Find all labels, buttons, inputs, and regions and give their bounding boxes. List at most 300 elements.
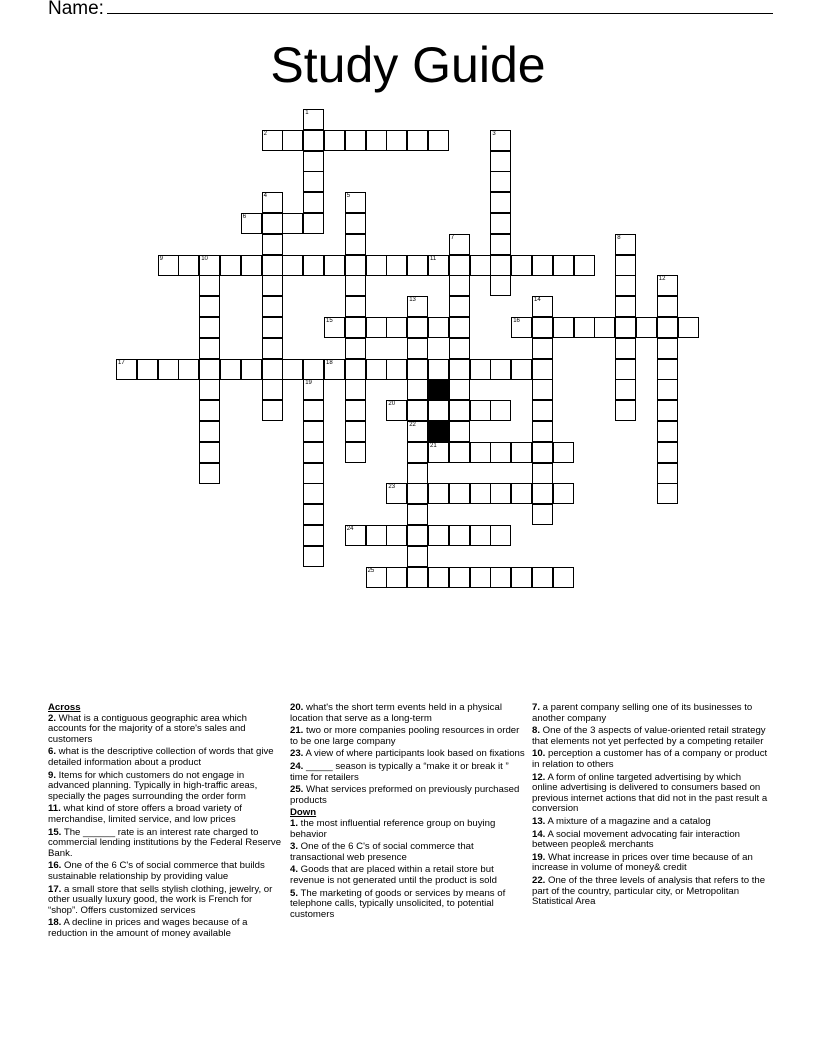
crossword-cell[interactable]	[449, 525, 470, 546]
crossword-cell[interactable]	[407, 255, 428, 276]
crossword-cell[interactable]	[490, 442, 511, 463]
crossword-cell[interactable]	[511, 359, 532, 380]
clue-number: 23	[388, 484, 396, 491]
crossword-cell[interactable]	[615, 255, 636, 276]
crossword-cell[interactable]	[449, 338, 470, 359]
clue-item	[48, 918, 282, 939]
crossword-cell[interactable]	[553, 442, 574, 463]
crossword-cell[interactable]	[490, 567, 511, 588]
crossword-cell[interactable]	[366, 130, 387, 151]
crossword-cell[interactable]	[511, 442, 532, 463]
crossword-cell[interactable]	[303, 213, 324, 234]
crossword-cell[interactable]	[303, 483, 324, 504]
clue-text: A mixture of a magazine and a catalog	[545, 815, 711, 827]
crossword-cell[interactable]	[449, 421, 470, 442]
clue-number: 12.	[532, 771, 546, 783]
clue-number: 18	[326, 359, 333, 366]
crossword-cell[interactable]	[137, 359, 158, 380]
crossword-cell[interactable]	[657, 359, 678, 380]
crossword-cell[interactable]	[470, 255, 491, 276]
crossword-cell[interactable]	[449, 400, 470, 421]
clue-number: 10	[201, 255, 208, 262]
crossword-cell[interactable]	[615, 379, 636, 400]
crossword-cell[interactable]	[449, 234, 470, 255]
clue-number: 22.	[532, 874, 546, 886]
crossword-cell[interactable]	[199, 255, 220, 276]
crossword-cell[interactable]	[428, 442, 449, 463]
crossword-cell[interactable]	[282, 130, 303, 151]
clue-item	[532, 830, 768, 851]
clue-number: 12	[658, 276, 666, 283]
clue-number: 20.	[290, 702, 304, 713]
clue-number: 13	[409, 297, 416, 304]
clue-number: 21	[430, 442, 437, 449]
clue-text: What increase in prices over time because of an increase in volume of money& credit	[532, 851, 753, 874]
crossword-cell[interactable]	[303, 379, 324, 400]
clue-number: 19.	[532, 851, 546, 863]
clue-number: 17.	[48, 883, 62, 895]
crossword-cell[interactable]	[303, 359, 324, 380]
crossword-cell[interactable]	[345, 421, 366, 442]
clue-text: The ______ rate is an interest rate charged to commercial lending institutions by the Federal Reserve Bank.	[48, 826, 282, 859]
crossword-cell[interactable]	[636, 317, 657, 338]
crossword-cell[interactable]	[532, 400, 553, 421]
crossword-cell[interactable]	[594, 317, 615, 338]
clue-text: what kind of store offers a broad variety of merchandise, limited service, and low prices	[48, 803, 242, 825]
crossword-cell[interactable]	[158, 255, 179, 276]
crossword-cell[interactable]	[428, 483, 449, 504]
crossword-cell[interactable]	[324, 130, 345, 151]
clue-number: 4	[263, 193, 267, 200]
crossword-cell[interactable]	[470, 567, 491, 588]
clue-text: What is a contiguous geographic area which accounts for the majority of a store's sales and customers	[48, 712, 247, 745]
crossword-cell[interactable]	[199, 442, 220, 463]
clue-number: 4.	[290, 864, 299, 876]
crossword-cell[interactable]	[262, 130, 283, 151]
crossword-cell[interactable]	[407, 317, 428, 338]
crossword-cell[interactable]	[428, 317, 449, 338]
crossword-cell[interactable]	[303, 130, 324, 151]
clue-item	[290, 762, 526, 783]
crossword-cell[interactable]	[303, 109, 324, 130]
clue-column	[290, 703, 526, 922]
name-label: Name:	[48, 0, 104, 19]
crossword-cell[interactable]	[366, 525, 387, 546]
crossword-cell[interactable]	[262, 359, 283, 380]
clue-number: 9	[159, 255, 163, 262]
crossword-cell[interactable]	[345, 525, 366, 546]
crossword-cell[interactable]	[470, 525, 491, 546]
crossword-cell[interactable]	[657, 483, 678, 504]
clue-number: 8.	[532, 725, 541, 737]
crossword-cell[interactable]	[366, 317, 387, 338]
crossword-cell[interactable]	[470, 483, 491, 504]
clue-number: 3	[492, 130, 496, 137]
crossword-cell[interactable]	[532, 296, 553, 317]
down-heading: Down	[290, 807, 317, 819]
crossword-cell[interactable]	[303, 171, 324, 192]
crossword-cell[interactable]	[262, 400, 283, 421]
crossword-cell[interactable]	[490, 234, 511, 255]
crossword-cell[interactable]	[657, 463, 678, 484]
crossword-cell[interactable]	[386, 317, 407, 338]
crossword-cell[interactable]	[511, 317, 532, 338]
clue-number: 7.	[532, 702, 541, 713]
crossword-cell[interactable]	[449, 275, 470, 296]
crossword-cell[interactable]	[532, 567, 553, 588]
crossword-cell[interactable]	[449, 567, 470, 588]
clue-number: 17	[118, 359, 125, 366]
clue-text: One of the three levels of analysis that refers to the part of the country, particular city, or Metropolitan Statistical Area	[532, 874, 766, 908]
clue-item	[532, 703, 768, 724]
clue-number: 19	[305, 380, 312, 387]
crossword-cell[interactable]	[386, 525, 407, 546]
crossword-cell[interactable]	[303, 400, 324, 421]
clue-number: 1	[305, 110, 309, 116]
crossword-cell[interactable]	[345, 275, 366, 296]
crossword-cell[interactable]	[345, 213, 366, 234]
clue-item	[532, 876, 768, 908]
crossword-cell[interactable]	[345, 192, 366, 213]
clue-text: perception a customer has of a company or product in relation to others	[532, 748, 768, 770]
crossword-cell[interactable]	[678, 317, 699, 338]
crossword-cell[interactable]	[303, 255, 324, 276]
crossword-cell[interactable]	[511, 483, 532, 504]
crossword-cell[interactable]	[199, 421, 220, 442]
crossword-cell[interactable]	[615, 275, 636, 296]
crossword-cell[interactable]	[532, 442, 553, 463]
crossword-cell[interactable]	[615, 400, 636, 421]
crossword-cell[interactable]	[262, 317, 283, 338]
crossword-cell[interactable]	[428, 255, 449, 276]
crossword-cell[interactable]	[490, 400, 511, 421]
crossword-cell[interactable]	[241, 255, 262, 276]
clue-number: 14	[534, 297, 541, 304]
crossword-cell[interactable]	[428, 359, 449, 380]
clue-item	[48, 885, 282, 917]
crossword-cell[interactable]	[615, 296, 636, 317]
crossword-cell[interactable]	[407, 359, 428, 380]
crossword-cell[interactable]	[324, 255, 345, 276]
crossword-cell[interactable]	[386, 255, 407, 276]
crossword-cell[interactable]	[449, 483, 470, 504]
crossword-cell[interactable]	[366, 567, 387, 588]
crossword-cell[interactable]	[553, 483, 574, 504]
crossword-cell[interactable]	[386, 359, 407, 380]
clue-number: 2.	[48, 712, 57, 724]
clue-number: 6	[242, 214, 247, 220]
clue-number: 25	[367, 567, 375, 574]
crossword-cell[interactable]	[615, 359, 636, 380]
crossword-black-cell	[428, 379, 449, 400]
crossword-cell[interactable]	[303, 463, 324, 484]
crossword-cell[interactable]	[220, 359, 241, 380]
crossword-cell[interactable]	[470, 400, 491, 421]
crossword-cell[interactable]	[345, 234, 366, 255]
clue-text: a parent company selling one of its businesses to another company	[532, 702, 753, 724]
clue-number: 11.	[48, 803, 61, 815]
crossword-cell[interactable]	[262, 379, 283, 400]
crossword-cell[interactable]	[178, 255, 199, 276]
crossword-cell[interactable]	[553, 567, 574, 588]
crossword-cell[interactable]	[366, 359, 387, 380]
crossword-cell[interactable]	[490, 130, 511, 151]
crossword-cell[interactable]	[407, 379, 428, 400]
crossword-cell[interactable]	[199, 338, 220, 359]
clue-item	[532, 749, 768, 770]
crossword-cell[interactable]	[199, 379, 220, 400]
clue-number: 15	[326, 318, 333, 324]
clue-number: 13.	[532, 815, 546, 827]
crossword-cell[interactable]	[574, 317, 595, 338]
clue-number: 20	[388, 401, 396, 408]
crossword-cell[interactable]	[657, 275, 678, 296]
crossword-cell[interactable]	[241, 213, 262, 234]
crossword-cell[interactable]	[303, 421, 324, 442]
crossword-cell[interactable]	[407, 525, 428, 546]
crossword-cell[interactable]	[615, 234, 636, 255]
crossword-cell[interactable]	[282, 213, 303, 234]
crossword-cell[interactable]	[657, 296, 678, 317]
clue-text: A form of online targeted advertising by which online advertising is delivered to consumers based on previous internet actions that did not in the past result a conversion	[532, 771, 768, 815]
clue-number: 1.	[290, 817, 299, 829]
clue-number: 22	[409, 422, 416, 428]
crossword-cell[interactable]	[386, 567, 407, 588]
clue-item	[290, 749, 526, 760]
page-title: Study Guide	[270, 37, 546, 93]
clue-item	[532, 726, 768, 747]
clue-number: 18.	[48, 917, 62, 929]
clue-number: 16.	[48, 860, 62, 872]
clue-text: what's the short term events held in a physical location that serve as a long-term	[290, 702, 502, 724]
crossword-cell[interactable]	[428, 567, 449, 588]
crossword-cell[interactable]	[657, 317, 678, 338]
crossword-cell[interactable]	[345, 400, 366, 421]
clue-number: 9.	[48, 769, 57, 781]
clue-number: 24	[346, 526, 354, 532]
clue-text: Goods that are placed within a retail store but revenue is not generated until the product is sold	[290, 864, 497, 886]
clue-item	[48, 747, 282, 768]
crossword-cell[interactable]	[282, 359, 303, 380]
crossword-cell[interactable]	[470, 442, 491, 463]
crossword-cell[interactable]	[490, 255, 511, 276]
crossword-cell[interactable]	[490, 213, 511, 234]
clue-number: 2	[263, 130, 267, 137]
crossword-cell[interactable]	[199, 400, 220, 421]
crossword-cell[interactable]	[262, 192, 283, 213]
clue-item	[290, 726, 526, 747]
clue-number: 6.	[48, 746, 57, 758]
crossword-cell[interactable]	[490, 151, 511, 172]
crossword-cell[interactable]	[345, 255, 366, 276]
clue-number: 21.	[290, 725, 304, 737]
clue-item	[48, 771, 282, 803]
crossword-cell[interactable]	[262, 255, 283, 276]
crossword-cell[interactable]	[428, 400, 449, 421]
crossword-cell[interactable]	[532, 463, 553, 484]
crossword-cell[interactable]	[490, 275, 511, 296]
clue-item	[532, 853, 768, 874]
crossword-cell[interactable]	[657, 442, 678, 463]
crossword-cell[interactable]	[303, 442, 324, 463]
crossword-cell[interactable]	[615, 317, 636, 338]
crossword-cell[interactable]	[428, 130, 449, 151]
clue-text: two or more companies pooling resources in order to be one large company	[290, 725, 520, 747]
crossword-cell[interactable]	[407, 442, 428, 463]
crossword-cell[interactable]	[490, 525, 511, 546]
crossword-black-cell	[428, 421, 449, 442]
crossword-cell[interactable]	[303, 525, 324, 546]
crossword-cell[interactable]	[407, 463, 428, 484]
crossword-cell[interactable]	[407, 421, 428, 442]
crossword-cell[interactable]	[303, 192, 324, 213]
clue-item	[290, 842, 526, 863]
crossword-cell[interactable]	[199, 275, 220, 296]
clue-item	[290, 865, 526, 886]
clue-number: 10.	[532, 748, 546, 760]
crossword-cell[interactable]	[490, 359, 511, 380]
clue-item	[48, 828, 282, 860]
crossword-cell[interactable]	[345, 130, 366, 151]
clue-column	[532, 703, 768, 910]
crossword-cell[interactable]	[199, 317, 220, 338]
clue-text: _____ season is typically a “make it or break it ” time for retailers	[290, 760, 509, 783]
clue-item	[532, 773, 768, 815]
clue-text: Items for which customers do not engage in advanced planning. Typically in high-traffic areas, specially the pages surrounding the order form	[48, 769, 258, 802]
crossword-cell[interactable]	[511, 567, 532, 588]
crossword-cell[interactable]	[532, 379, 553, 400]
crossword-cell[interactable]	[324, 317, 345, 338]
crossword-cell[interactable]	[262, 338, 283, 359]
clue-item	[48, 804, 282, 825]
crossword-cell[interactable]	[490, 483, 511, 504]
crossword-cell[interactable]	[490, 171, 511, 192]
crossword-cell[interactable]	[532, 255, 553, 276]
crossword-cell[interactable]	[532, 483, 553, 504]
clue-item	[290, 785, 526, 806]
crossword-cell[interactable]	[407, 567, 428, 588]
clue-text: A decline in prices and wages because of a reduction in the amount of money available	[48, 917, 248, 939]
crossword-cell[interactable]	[262, 275, 283, 296]
clue-item	[48, 861, 282, 882]
across-heading: Across	[48, 702, 81, 713]
crossword-cell[interactable]	[345, 379, 366, 400]
clue-number: 11	[430, 255, 437, 262]
crossword-cell[interactable]	[345, 296, 366, 317]
crossword-cell[interactable]	[199, 359, 220, 380]
crossword-cell[interactable]	[407, 296, 428, 317]
clue-text: a small store that sells stylish clothing, jewelry, or other usually luxury good, the work is French for “shop”. Offers customized services	[48, 883, 273, 916]
crossword-cell[interactable]	[345, 338, 366, 359]
clue-text: A social movement advocating fair interaction between people& merchants	[532, 828, 740, 851]
clue-item	[290, 889, 526, 921]
clue-text: what is the descriptive collection of words that give detailed information about a product	[48, 746, 274, 768]
crossword-cell[interactable]	[345, 359, 366, 380]
clue-item	[290, 819, 526, 840]
clue-text: One of the 6 C's of social commerce that builds sustainable relationship by providing value	[48, 860, 265, 882]
crossword-cell[interactable]	[262, 213, 283, 234]
clue-column	[48, 703, 282, 941]
crossword-cell[interactable]	[449, 317, 470, 338]
crossword-cell[interactable]	[407, 400, 428, 421]
clue-number: 7	[450, 234, 455, 241]
crossword-cell[interactable]	[449, 379, 470, 400]
crossword-cell[interactable]	[657, 338, 678, 359]
crossword-cell[interactable]	[345, 442, 366, 463]
clue-number: 16	[513, 318, 520, 324]
crossword-cell[interactable]	[532, 317, 553, 338]
crossword-cell[interactable]	[449, 296, 470, 317]
crossword-cell[interactable]	[553, 317, 574, 338]
crossword-cell[interactable]	[574, 255, 595, 276]
crossword-cell[interactable]	[345, 317, 366, 338]
crossword-cell[interactable]	[532, 359, 553, 380]
clue-text: One of the 3 aspects of value-oriented retail strategy that elements not yet perfected by a competing retailer	[532, 725, 766, 747]
crossword-cell[interactable]	[407, 130, 428, 151]
crossword-cell[interactable]	[407, 483, 428, 504]
clue-number: 23.	[290, 748, 304, 760]
crossword-cell[interactable]	[449, 359, 470, 380]
crossword-cell[interactable]	[532, 338, 553, 359]
clue-text: What services preformed on previously purchased products	[290, 784, 520, 806]
crossword-cell[interactable]	[199, 296, 220, 317]
crossword-cell[interactable]	[199, 463, 220, 484]
crossword-cell[interactable]	[532, 504, 553, 525]
clue-number: 5	[346, 193, 351, 200]
crossword-cell[interactable]	[553, 255, 574, 276]
crossword-cell[interactable]	[407, 338, 428, 359]
crossword-cell[interactable]	[262, 234, 283, 255]
crossword-cell[interactable]	[407, 546, 428, 567]
clue-item	[290, 703, 526, 724]
crossword-cell[interactable]	[470, 359, 491, 380]
crossword-cell[interactable]	[366, 255, 387, 276]
clue-number: 15.	[48, 826, 62, 838]
clue-number: 3.	[290, 841, 299, 853]
crossword-cell[interactable]	[449, 442, 470, 463]
clue-text: A view of where participants look based on fixations	[303, 748, 525, 760]
clue-text: One of the 6 C's of social commerce that transactional web presence	[290, 841, 474, 863]
crossword-cell[interactable]	[158, 359, 179, 380]
crossword-cell[interactable]	[428, 525, 449, 546]
crossword-cell[interactable]	[386, 130, 407, 151]
crossword-cell[interactable]	[116, 359, 137, 380]
crossword-cell[interactable]	[532, 421, 553, 442]
crossword-cell[interactable]	[282, 255, 303, 276]
crossword-cell[interactable]	[303, 546, 324, 567]
crossword-cell[interactable]	[407, 504, 428, 525]
crossword-cell[interactable]	[178, 359, 199, 380]
crossword-cell[interactable]	[657, 379, 678, 400]
clue-number: 5.	[290, 887, 299, 899]
crossword-cell[interactable]	[386, 483, 407, 504]
crossword-cell[interactable]	[303, 151, 324, 172]
clue-number: 14.	[532, 828, 546, 840]
crossword-cell[interactable]	[657, 421, 678, 442]
crossword-cell[interactable]	[262, 296, 283, 317]
crossword-cell[interactable]	[615, 338, 636, 359]
crossword-cell[interactable]	[449, 255, 470, 276]
crossword-cell[interactable]	[241, 359, 262, 380]
crossword-cell[interactable]	[511, 255, 532, 276]
crossword-cell[interactable]	[386, 400, 407, 421]
crossword-cell[interactable]	[490, 192, 511, 213]
clue-number: 25.	[290, 784, 304, 796]
crossword-cell[interactable]	[220, 255, 241, 276]
crossword-cell[interactable]	[657, 400, 678, 421]
crossword-cell[interactable]	[324, 359, 345, 380]
crossword-cell[interactable]	[303, 504, 324, 525]
